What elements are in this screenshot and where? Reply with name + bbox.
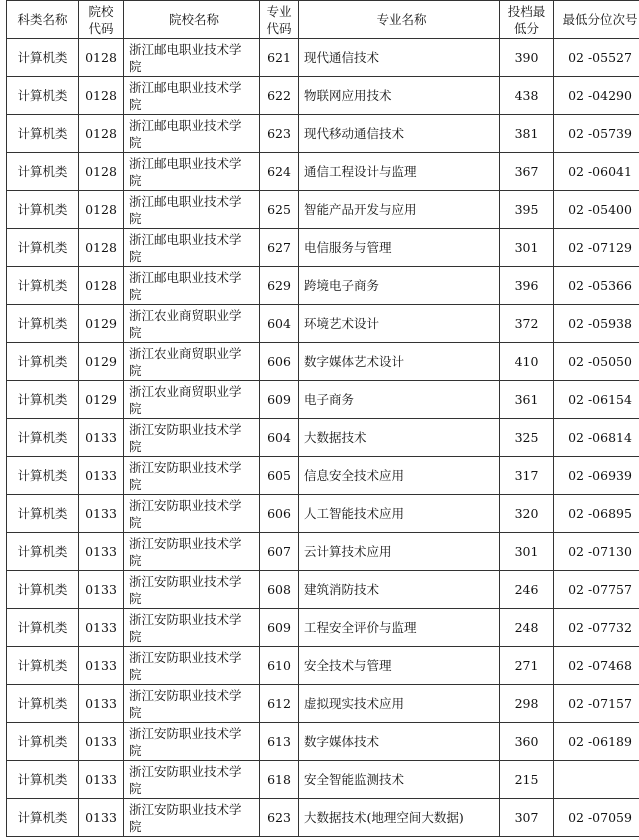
cell-school-name: 浙江安防职业技术学院: [124, 533, 260, 571]
cell-major-name: 数字媒体艺术设计: [299, 343, 500, 381]
header-major-name: 专业名称: [299, 1, 500, 39]
cell-major-name: 物联网应用技术: [299, 77, 500, 115]
cell-min-score: 271: [500, 647, 554, 685]
cell-major-code: 612: [260, 685, 299, 723]
table-row: [7, 39, 639, 77]
cell-min-rank: 02 -05366: [554, 267, 639, 305]
table-row: [7, 267, 639, 305]
header-school-name: 院校名称: [124, 1, 260, 39]
table-header-row: [7, 1, 639, 39]
cell-school-code: 0128: [79, 39, 124, 77]
cell-category: 计算机类: [7, 647, 79, 685]
cell-school-name: 浙江安防职业技术学院: [124, 571, 260, 609]
cell-category: 计算机类: [7, 229, 79, 267]
cell-min-rank: 02 -05527: [554, 39, 639, 77]
header-school-code: 院校代码: [79, 1, 124, 39]
cell-category: 计算机类: [7, 77, 79, 115]
cell-school-name: 浙江邮电职业技术学院: [124, 267, 260, 305]
cell-major-name: 信息安全技术应用: [299, 457, 500, 495]
cell-school-name: 浙江安防职业技术学院: [124, 495, 260, 533]
cell-min-rank: [554, 761, 639, 799]
cell-category: 计算机类: [7, 761, 79, 799]
cell-major-name: 现代移动通信技术: [299, 115, 500, 153]
cell-min-rank: 02 -06041: [554, 153, 639, 191]
cell-min-rank: 02 -05400: [554, 191, 639, 229]
table-row: [7, 761, 639, 799]
cell-school-code: 0129: [79, 381, 124, 419]
cell-major-code: 627: [260, 229, 299, 267]
cell-school-code: 0133: [79, 571, 124, 609]
cell-school-name: 浙江安防职业技术学院: [124, 799, 260, 837]
cell-major-code: 621: [260, 39, 299, 77]
cell-category: 计算机类: [7, 305, 79, 343]
cell-school-name: 浙江邮电职业技术学院: [124, 153, 260, 191]
table-row: [7, 115, 639, 153]
cell-school-code: 0128: [79, 77, 124, 115]
cell-school-name: 浙江邮电职业技术学院: [124, 191, 260, 229]
cell-category: 计算机类: [7, 191, 79, 229]
cell-category: 计算机类: [7, 267, 79, 305]
cell-min-score: 410: [500, 343, 554, 381]
cell-category: 计算机类: [7, 799, 79, 837]
admission-score-table: [6, 0, 639, 837]
cell-min-rank: 02 -06154: [554, 381, 639, 419]
table-row: [7, 305, 639, 343]
cell-min-rank: 02 -05739: [554, 115, 639, 153]
cell-major-code: 623: [260, 799, 299, 837]
cell-school-name: 浙江安防职业技术学院: [124, 609, 260, 647]
cell-major-code: 606: [260, 495, 299, 533]
cell-category: 计算机类: [7, 685, 79, 723]
cell-major-code: 623: [260, 115, 299, 153]
cell-min-score: 307: [500, 799, 554, 837]
cell-min-rank: 02 -07468: [554, 647, 639, 685]
cell-min-score: 248: [500, 609, 554, 647]
table-row: [7, 343, 639, 381]
cell-category: 计算机类: [7, 419, 79, 457]
cell-min-rank: 02 -07130: [554, 533, 639, 571]
cell-school-code: 0133: [79, 647, 124, 685]
cell-category: 计算机类: [7, 533, 79, 571]
cell-major-code: 604: [260, 419, 299, 457]
table-row: [7, 457, 639, 495]
cell-category: 计算机类: [7, 609, 79, 647]
cell-min-rank: 02 -06939: [554, 457, 639, 495]
cell-major-name: 电子商务: [299, 381, 500, 419]
header-category: 科类名称: [7, 1, 79, 39]
table-row: [7, 153, 639, 191]
cell-min-score: 438: [500, 77, 554, 115]
cell-school-code: 0133: [79, 685, 124, 723]
cell-major-code: 625: [260, 191, 299, 229]
cell-school-code: 0128: [79, 229, 124, 267]
cell-school-code: 0129: [79, 305, 124, 343]
cell-min-score: 360: [500, 723, 554, 761]
cell-major-code: 609: [260, 609, 299, 647]
cell-min-rank: 02 -07757: [554, 571, 639, 609]
cell-school-name: 浙江安防职业技术学院: [124, 457, 260, 495]
cell-min-score: 320: [500, 495, 554, 533]
cell-min-score: 361: [500, 381, 554, 419]
cell-school-code: 0128: [79, 191, 124, 229]
cell-school-code: 0133: [79, 495, 124, 533]
cell-major-code: 613: [260, 723, 299, 761]
cell-major-name: 数字媒体技术: [299, 723, 500, 761]
cell-category: 计算机类: [7, 723, 79, 761]
cell-school-code: 0128: [79, 115, 124, 153]
cell-school-name: 浙江邮电职业技术学院: [124, 77, 260, 115]
cell-category: 计算机类: [7, 495, 79, 533]
cell-school-name: 浙江邮电职业技术学院: [124, 115, 260, 153]
cell-category: 计算机类: [7, 457, 79, 495]
cell-min-score: 301: [500, 533, 554, 571]
cell-min-rank: 02 -06189: [554, 723, 639, 761]
cell-major-code: 608: [260, 571, 299, 609]
cell-major-code: 622: [260, 77, 299, 115]
cell-category: 计算机类: [7, 381, 79, 419]
cell-min-score: 301: [500, 229, 554, 267]
table-row: [7, 495, 639, 533]
cell-school-name: 浙江安防职业技术学院: [124, 761, 260, 799]
cell-major-code: 606: [260, 343, 299, 381]
cell-major-name: 现代通信技术: [299, 39, 500, 77]
cell-major-name: 安全技术与管理: [299, 647, 500, 685]
cell-major-code: 624: [260, 153, 299, 191]
cell-school-name: 浙江安防职业技术学院: [124, 419, 260, 457]
cell-min-rank: 02 -05050: [554, 343, 639, 381]
cell-min-score: 325: [500, 419, 554, 457]
cell-school-name: 浙江安防职业技术学院: [124, 647, 260, 685]
cell-school-code: 0129: [79, 343, 124, 381]
cell-school-code: 0128: [79, 267, 124, 305]
cell-major-name: 电信服务与管理: [299, 229, 500, 267]
cell-min-score: 317: [500, 457, 554, 495]
cell-school-name: 浙江农业商贸职业学院: [124, 381, 260, 419]
cell-min-rank: 02 -06814: [554, 419, 639, 457]
cell-major-name: 智能产品开发与应用: [299, 191, 500, 229]
table-row: [7, 191, 639, 229]
cell-school-name: 浙江安防职业技术学院: [124, 723, 260, 761]
cell-major-name: 大数据技术(地理空间大数据): [299, 799, 500, 837]
table-row: [7, 685, 639, 723]
cell-major-name: 通信工程设计与监理: [299, 153, 500, 191]
cell-min-score: 396: [500, 267, 554, 305]
table-row: [7, 533, 639, 571]
table-row: [7, 571, 639, 609]
cell-min-score: 395: [500, 191, 554, 229]
cell-major-name: 安全智能监测技术: [299, 761, 500, 799]
cell-min-score: 390: [500, 39, 554, 77]
table-row: [7, 799, 639, 837]
cell-category: 计算机类: [7, 39, 79, 77]
cell-school-name: 浙江邮电职业技术学院: [124, 229, 260, 267]
cell-major-name: 工程安全评价与监理: [299, 609, 500, 647]
cell-min-score: 215: [500, 761, 554, 799]
cell-school-code: 0133: [79, 457, 124, 495]
cell-min-rank: 02 -07157: [554, 685, 639, 723]
cell-category: 计算机类: [7, 115, 79, 153]
cell-school-code: 0133: [79, 761, 124, 799]
cell-school-code: 0133: [79, 609, 124, 647]
cell-major-name: 跨境电子商务: [299, 267, 500, 305]
header-major-code: 专业代码: [260, 1, 299, 39]
cell-school-code: 0128: [79, 153, 124, 191]
cell-major-code: 604: [260, 305, 299, 343]
cell-min-rank: 02 -05938: [554, 305, 639, 343]
cell-min-score: 381: [500, 115, 554, 153]
cell-min-score: 298: [500, 685, 554, 723]
cell-school-name: 浙江邮电职业技术学院: [124, 39, 260, 77]
cell-major-code: 618: [260, 761, 299, 799]
cell-major-name: 人工智能技术应用: [299, 495, 500, 533]
cell-school-code: 0133: [79, 723, 124, 761]
cell-major-code: 605: [260, 457, 299, 495]
cell-category: 计算机类: [7, 343, 79, 381]
table-row: [7, 381, 639, 419]
cell-min-score: 372: [500, 305, 554, 343]
cell-min-rank: 02 -07059: [554, 799, 639, 837]
header-min-score: 投档最低分: [500, 1, 554, 39]
cell-min-rank: 02 -07732: [554, 609, 639, 647]
cell-major-name: 环境艺术设计: [299, 305, 500, 343]
cell-min-rank: 02 -06895: [554, 495, 639, 533]
table-row: [7, 723, 639, 761]
table-row: [7, 229, 639, 267]
header-min-rank: 最低分位次号: [554, 1, 639, 39]
cell-major-code: 609: [260, 381, 299, 419]
cell-school-name: 浙江农业商贸职业学院: [124, 305, 260, 343]
cell-school-code: 0133: [79, 533, 124, 571]
cell-min-score: 367: [500, 153, 554, 191]
cell-major-code: 610: [260, 647, 299, 685]
table-row: [7, 647, 639, 685]
cell-school-name: 浙江农业商贸职业学院: [124, 343, 260, 381]
cell-major-name: 云计算技术应用: [299, 533, 500, 571]
table-body: [7, 39, 639, 837]
table-row: [7, 77, 639, 115]
cell-school-name: 浙江安防职业技术学院: [124, 685, 260, 723]
cell-school-code: 0133: [79, 419, 124, 457]
table-row: [7, 419, 639, 457]
cell-major-name: 虚拟现实技术应用: [299, 685, 500, 723]
cell-min-rank: 02 -04290: [554, 77, 639, 115]
cell-major-name: 建筑消防技术: [299, 571, 500, 609]
cell-major-name: 大数据技术: [299, 419, 500, 457]
cell-min-score: 246: [500, 571, 554, 609]
cell-major-code: 607: [260, 533, 299, 571]
cell-min-rank: 02 -07129: [554, 229, 639, 267]
table-row: [7, 609, 639, 647]
cell-major-code: 629: [260, 267, 299, 305]
cell-category: 计算机类: [7, 153, 79, 191]
cell-school-code: 0133: [79, 799, 124, 837]
cell-category: 计算机类: [7, 571, 79, 609]
